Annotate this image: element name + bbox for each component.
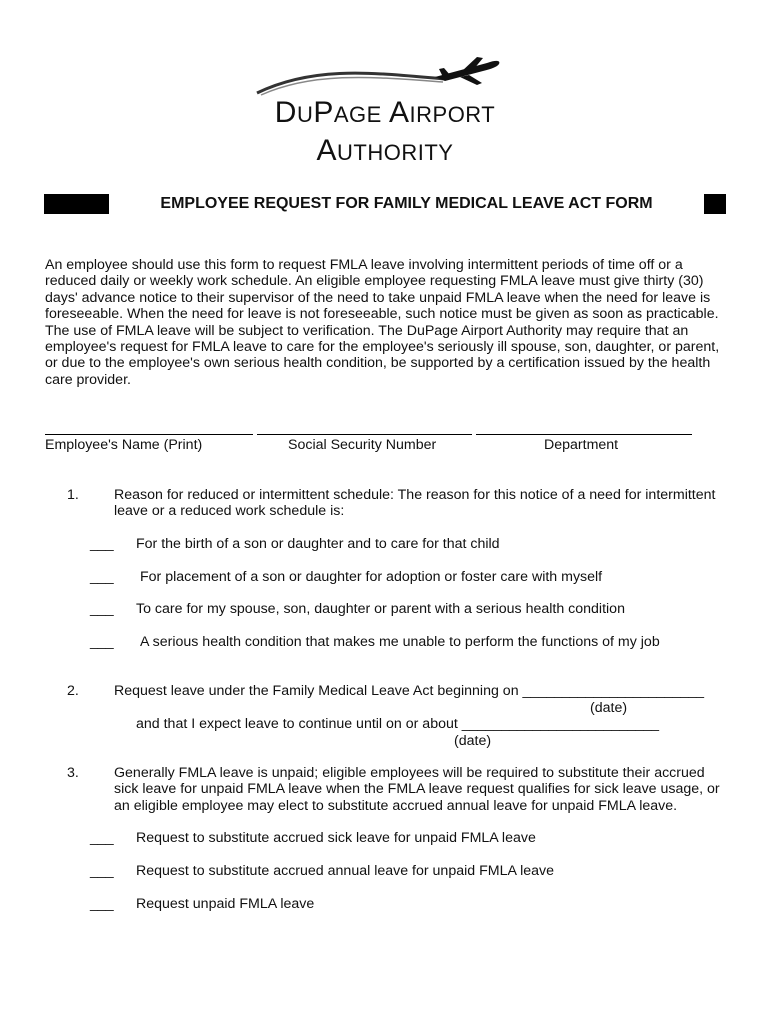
form-title-bar bbox=[44, 194, 726, 214]
section3-option-1: Request to substitute accrued sick leave for unpaid FMLA leave bbox=[136, 830, 536, 846]
section1-option-4: A serious health condition that makes me unable to perform the functions of my job bbox=[140, 634, 660, 650]
section1-number: 1. bbox=[67, 487, 79, 503]
section1-blank-2[interactable]: ___ bbox=[90, 569, 114, 585]
leave-begin-date-field[interactable]: Request leave under the Family Medical Leave Act beginning on _______________________ bbox=[114, 683, 705, 699]
ssn-line[interactable] bbox=[257, 434, 472, 435]
section3-text: Generally FMLA leave is unpaid; eligible employees will be required to substitute their accrued sick leave for unpaid FMLA leave when the FMLA leave request qualifies for sick leave usage, or an eligible employee may elect to substitute accrued annual leave for unpaid FMLA leave. bbox=[114, 765, 720, 814]
section3-option-3: Request unpaid FMLA leave bbox=[136, 896, 315, 912]
department-label: Department bbox=[544, 437, 619, 453]
employee-name-line[interactable] bbox=[45, 434, 253, 435]
section3-blank-3[interactable]: ___ bbox=[90, 896, 114, 912]
intro-paragraph: An employee should use this form to request FMLA leave involving intermittent periods of time off or a reduced daily or weekly work schedule. An eligible employee requesting FMLA leave must give thirty (30) days' advance notice to their supervisor of the need to take unpaid FMLA leave when the need for leave is foreseeable. When the need for leave is not foreseeable, such notice must be given as soon as practicable. The use of FMLA leave will be subject to verification. The DuPage Airport Authority may require that an employee's request for FMLA leave to care for the employee's seriously ill spouse, son, daughter, or parent, or due to the employee's own serious health condition, be supported by a certification issued by the health care provider. bbox=[45, 257, 720, 388]
begin-date-label: (date) bbox=[590, 700, 628, 716]
form-title: EMPLOYEE REQUEST FOR FAMILY MEDICAL LEAVE ACT FORM bbox=[109, 194, 704, 214]
section1-text: Reason for reduced or intermittent schedule: The reason for this notice of a need for intermittent leave or a reduced work schedule is: bbox=[114, 487, 716, 520]
section1-blank-1[interactable]: ___ bbox=[90, 536, 114, 552]
section3-blank-1[interactable]: ___ bbox=[90, 830, 114, 846]
section1-blank-3[interactable]: ___ bbox=[90, 601, 114, 617]
department-line[interactable] bbox=[476, 434, 692, 435]
logo-title-line2: AUTHORITY bbox=[316, 134, 454, 167]
logo-title-line1: DUPAGE AIRPORT bbox=[274, 96, 496, 129]
section3-number: 3. bbox=[67, 765, 79, 781]
employee-name-label: Employee's Name (Print) bbox=[45, 437, 203, 453]
section3-option-2: Request to substitute accrued annual leave for unpaid FMLA leave bbox=[136, 863, 555, 879]
airplane-logo-icon bbox=[255, 55, 505, 100]
section1-option-3: To care for my spouse, son, daughter or parent with a serious health condition bbox=[136, 601, 625, 617]
section1-option-1: For the birth of a son or daughter and to care for that child bbox=[136, 536, 500, 552]
section1-option-2: For placement of a son or daughter for adoption or foster care with myself bbox=[140, 569, 603, 585]
ssn-label: Social Security Number bbox=[288, 437, 437, 453]
section1-blank-4[interactable]: ___ bbox=[90, 634, 114, 650]
section3-blank-2[interactable]: ___ bbox=[90, 863, 114, 879]
leave-end-date-field[interactable]: and that I expect leave to continue until on or about _________________________ bbox=[136, 716, 660, 732]
section2-number: 2. bbox=[67, 683, 79, 699]
end-date-label: (date) bbox=[454, 733, 492, 749]
